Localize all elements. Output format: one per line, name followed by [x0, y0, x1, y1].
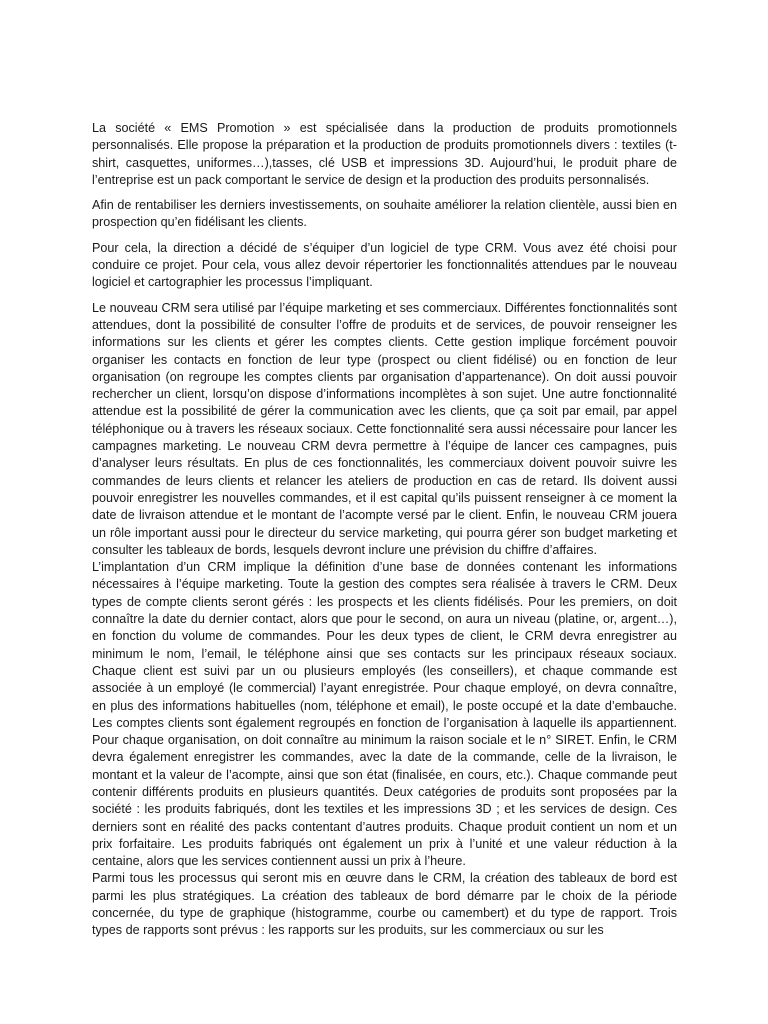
paragraph-project: Pour cela, la direction a décidé de s’équiper d’un logiciel de type CRM. Vous avez été choisi pour conduire ce projet. Pour cela, vous allez devoir répertorier les fonctionnalités attendues par le nouveau logiciel et cartographier les processus l’impliquant. — [92, 240, 677, 290]
paragraph-objective: Afin de rentabiliser les derniers investissements, on souhaite améliorer la relation clientèle, aussi bien en prospection qu’en fidélisant les clients. — [92, 198, 677, 230]
paragraph-dashboards: Parmi tous les processus qui seront mis en œuvre dans le CRM, la création des tableaux de bord est parmi les plus stratégiques. La création des tableaux de bord démarre par le choix de la période concernée, du type de graphique (histogramme, courbe ou camembert) et du type de rapport. Trois types de rapports sont prévus : les rapports sur les produits, sur les commerciaux ou sur les — [92, 871, 677, 938]
paragraph-intro: La société « EMS Promotion » est spécialisée dans la production de produits promotionnels personnalisés. Elle propose la préparation et la production de produits promotionnels divers : textiles (t-shirt, casquettes, uniformes…),tasses, clé USB et impressions 3D. Aujourd’hui, le produit phare de l’entreprise est un pack comportant le service de design et la production des produits personnalisés. — [92, 121, 677, 187]
paragraph-features: Le nouveau CRM sera utilisé par l’équipe marketing et ses commerciaux. Différentes fonctionnalités sont attendues, dont la possibilité de consulter l’offre de produits et de services, de pouvoir renseigner les informations sur les clients et gérer les comptes clients. Cette gestion implique forcément pouvoir organiser les contacts en fonction de leur type (prospect ou client fidélisé) ou en fonction de leur organisation (on regroupe les comptes clients par organisation d’appartenance). On doit aussi pouvoir rechercher un client, lorsqu’on dispose d’informations incomplètes à son sujet. Une autre fonctionnalité attendue est la possibilité de gérer la communication avec les clients, que ça soit par email, par appel téléphonique ou à travers les réseaux sociaux. Cette fonctionnalité sera aussi nécessaire pour lancer les campagnes marketing. Le nouveau CRM devra permettre à l’équipe de lancer ces campagnes, puis d’analyser leurs résultats. En plus de ces fonctionnalités, les commerciaux doivent pouvoir suivre les commandes de leurs clients et relancer les ateliers de production en cas de retard. Ils doivent aussi pouvoir enregistrer les nouvelles commandes, et il est capital qu’ils puissent renseigner à ce moment la date de livraison attendue et le montant de l’acompte versé par le client. Enfin, le nouveau CRM jouera un rôle important aussi pour le directeur du service marketing, qui pourra gérer son budget marketing et consulter les tableaux de bords, lesquels devront inclure une prévision du chiffre d’affaires. — [92, 300, 677, 557]
document-page — [92, 120, 677, 940]
paragraph-database: L’implantation d’un CRM implique la définition d’une base de données contenant les informations nécessaires à l’équipe marketing. Toute la gestion des comptes sera réalisée à travers le CRM. Deux types de compte clients seront gérés : les prospects et les clients fidélisés. Pour les premiers, on doit connaître la date du dernier contact, alors que pour le second, on aura un niveau (platine, or, argent…), en fonction du volume de commandes. Pour les deux types de client, le CRM devra enregistrer au minimum le nom, l’email, le téléphone ainsi que ses contacts sur les principaux réseaux sociaux. Chaque client est suivi par un ou plusieurs employés (les conseillers), et chaque commande est associée à un employé (le commercial) l’ayant enregistrée. Pour chaque employé, on devra connaître, en plus des informations habituelles (nom, téléphone et email), le poste occupé et la date d’embauche. Les comptes clients sont également regroupés en fonction de l’organisation à laquelle ils appartiennent. Pour chaque organisation, on doit connaître au minimum la raison sociale et le n° SIRET. Enfin, le CRM devra également enregistrer les commandes, avec la date de la commande, celle de la livraison, le montant et la valeur de l’acompte, ainsi que son état (finalisée, en cours, etc.). Chaque commande peut contenir différents produits en plusieurs quantités. Deux catégories de produits sont proposées par la société : les produits fabriqués, dont les textiles et les impressions 3D ; et les services de design. Ces derniers sont en réalité des packs contentant d’autres produits. Chaque produit contient un nom et un prix forfaitaire. Les produits fabriqués ont également un prix à l’unité et une valeur réduction à la centaine, alors que les services contiennent aussi un prix à l’heure. — [92, 560, 677, 869]
